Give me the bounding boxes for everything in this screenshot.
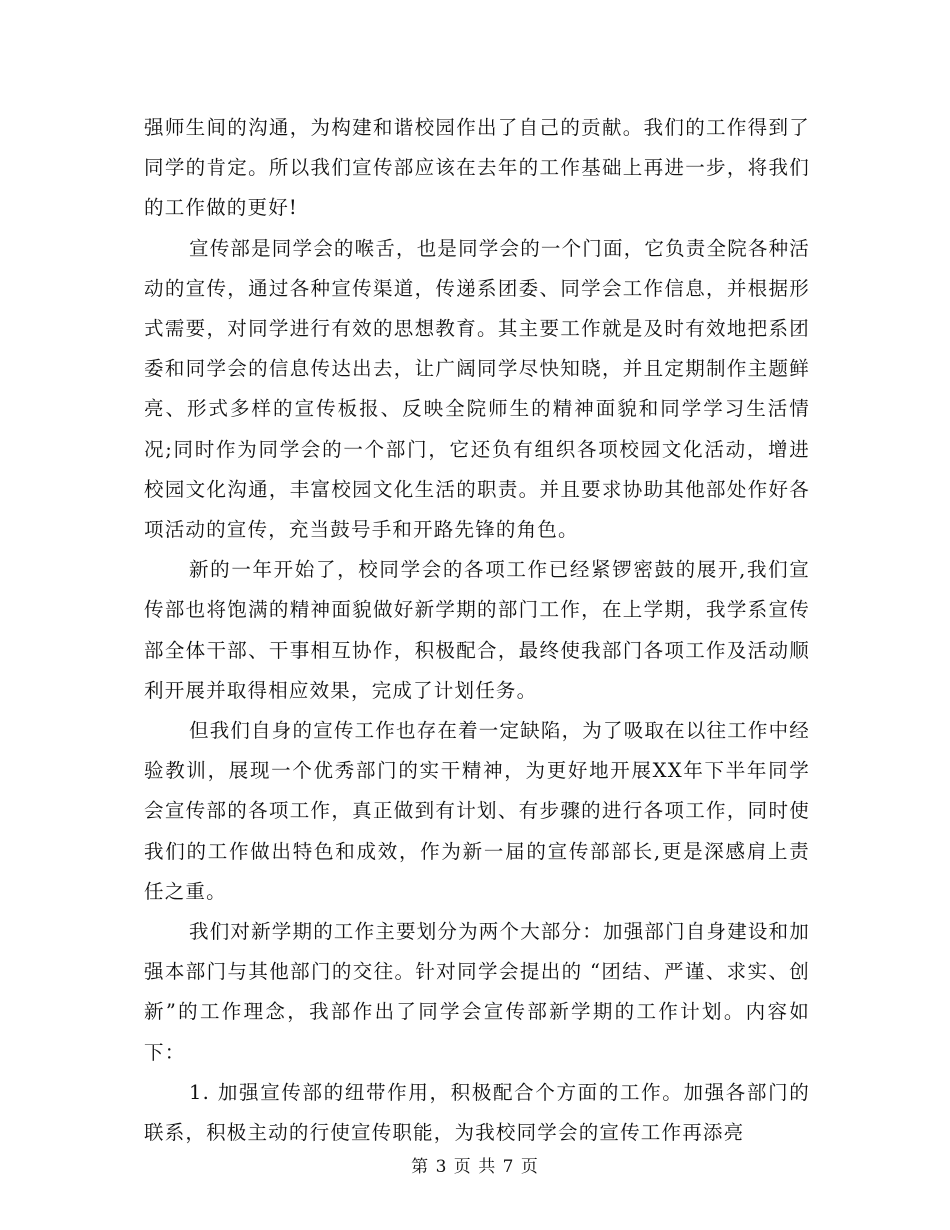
paragraph-propaganda-role: 宣传部是同学会的喉舌，也是同学会的一个门面，它负责全院各种活动的宣传，通过各种宣传渠道，传递系团委、同学会工作信息，并根据形式需要，对同学进行有效的思想教育。其主要工作就是及时有效地把系团委和同学会的信息传达出去，让广阔同学尽快知晓，并且定期制作主题鲜亮、形式多样的宣传板报、反映全院师生的精神面貌和同学学习生活情况;同时作为同学会的一个部门，它还负有组织各项校园文化活动，增进校园文化沟通，丰富校园文化生活的职责。并且要求协助其他部处作好各项活动的宣传，充当鼓号手和开路先锋的角色。 — [144, 236, 811, 542]
body-text — [144, 108, 810, 1153]
paragraph-work-plan: 我们对新学期的工作主要划分为两个大部分：加强部门自身建设和加强本部门与其他部门的交往。针对同学会提出的 “团结、严谨、求实、创新”的工作理念，我部作出了同学会宣传部新学期的工作计划。内容如下： — [144, 920, 811, 1064]
paragraph-continuation: 强师生间的沟通，为构建和谐校园作出了自己的贡献。我们的工作得到了同学的肯定。所以我们宣传部应该在去年的工作基础上再进一步，将我们的工作做的更好! — [144, 116, 810, 220]
page-footer: 第 3 页 共 7 页 — [411, 1157, 539, 1177]
paragraph-item-1: 1. 加强宣传部的纽带作用，积极配合个方面的工作。加强各部门的联系，积极主动的行使宣传职能，为我校同学会的宣传工作再添亮 — [144, 1080, 810, 1145]
paragraph-shortcomings: 但我们自身的宣传工作也存在着一定缺陷，为了吸取在以往工作中经验教训，展现一个优秀部门的实干精神，为更好地开展XX年下半年同学会宣传部的各项工作，真正做到有计划、有步骤的进行各项工作，同时使我们的工作做出特色和成效，作为新一届的宣传部部长,更是深感肩上责任之重。 — [144, 719, 811, 903]
paragraph-new-year: 新的一年开始了，校同学会的各项工作已经紧锣密鼓的展开,我们宣传部也将饱满的精神面貌做好新学期的部门工作，在上学期，我学系宣传部全体干部、干事相互协作，积极配合，最终使我部门各项工作及活动顺利开展并取得相应效果，完成了计划任务。 — [144, 558, 810, 702]
